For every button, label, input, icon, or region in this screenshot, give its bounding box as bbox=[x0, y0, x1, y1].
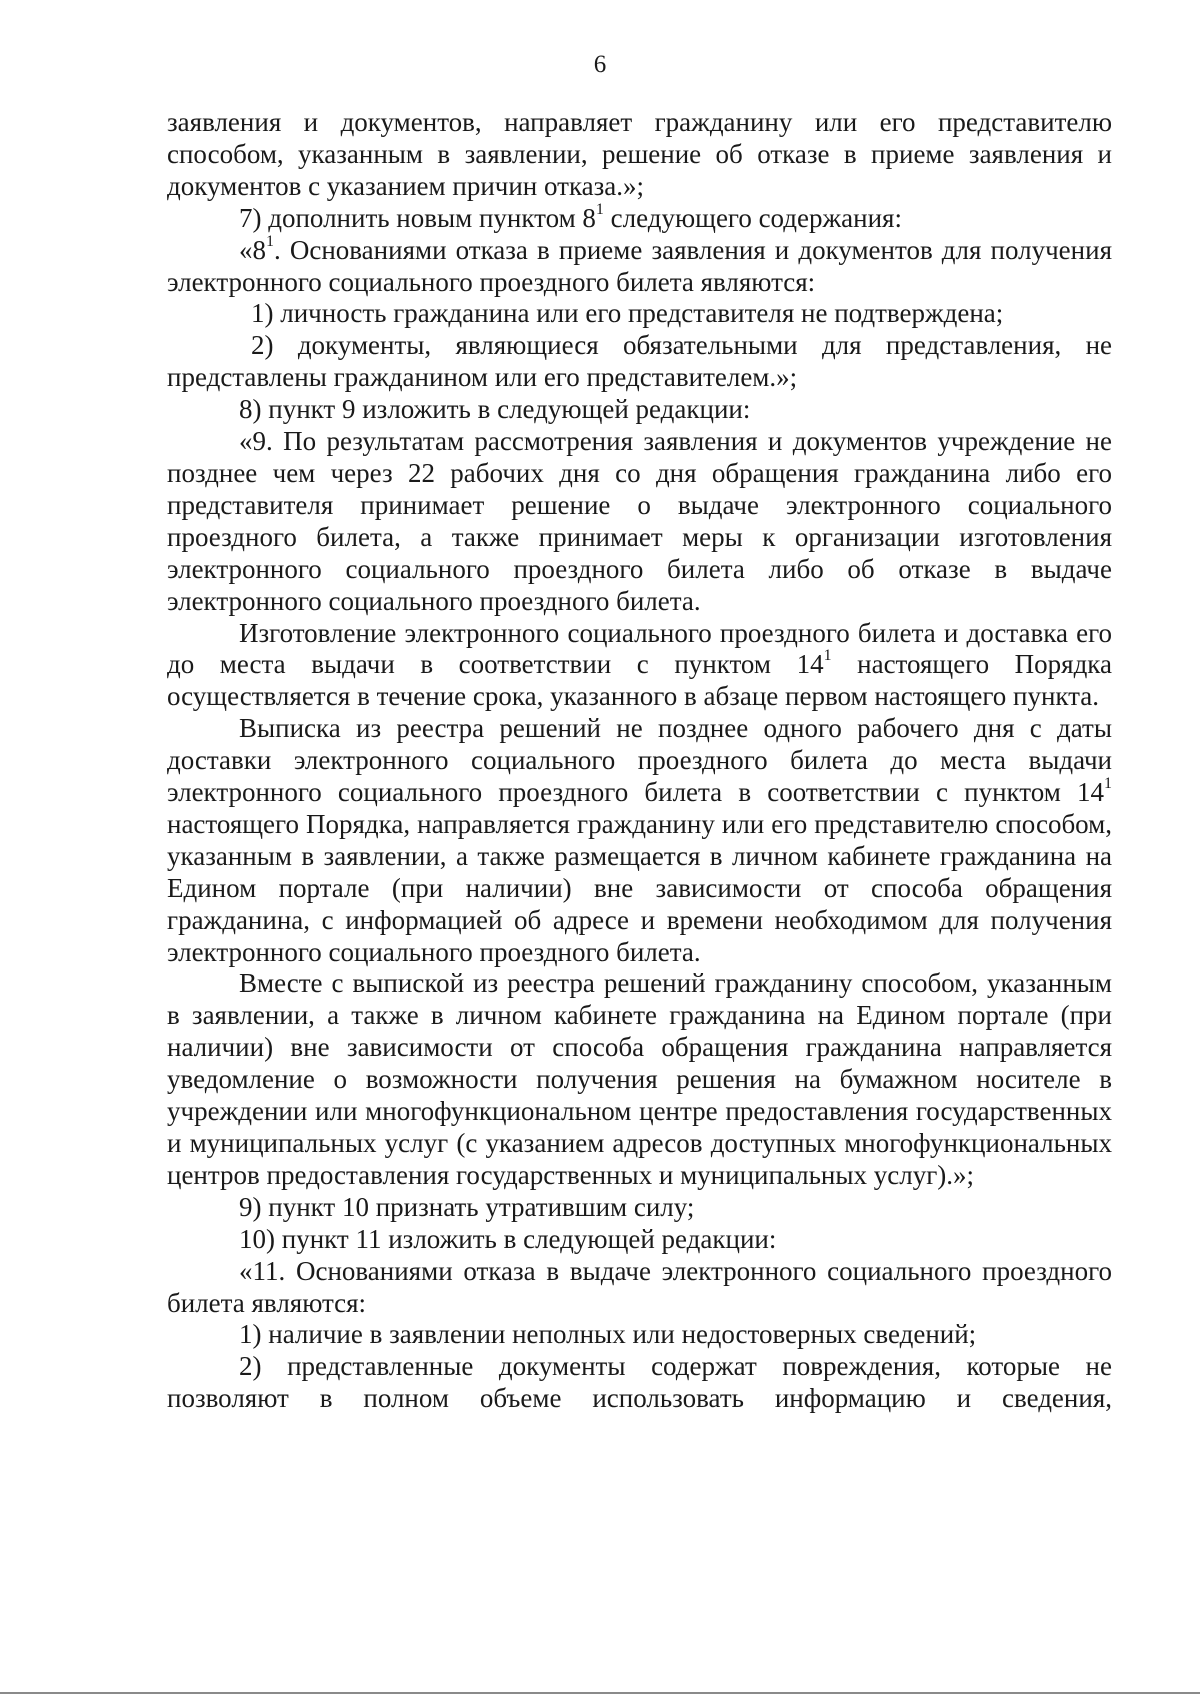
paragraph-item-7 bbox=[167, 200, 1112, 235]
paragraph-clause-8-1 bbox=[167, 232, 1112, 299]
paragraph-manufacturing bbox=[167, 618, 1112, 714]
paragraph-extract bbox=[167, 713, 1112, 968]
clause-8-1-text: . Основаниями отказа в приеме заявления и документов для получения электронного социального проездного билета являются: bbox=[167, 234, 1112, 297]
clause-8-1-start: «8 bbox=[239, 234, 266, 265]
paragraph-subitem-1: 1) личность гражданина или его представителя не подтверждена; bbox=[251, 298, 1004, 329]
paragraph-continuation: заявления и документов, направляет гражданину или его представителю способом, указанным в заявлении, решение об отказе в приеме заявления и документов с указанием причин отказа.»; bbox=[167, 107, 1112, 201]
page-number: 6 bbox=[593, 51, 607, 78]
item-7-text: 7) дополнить новым пунктом 8 bbox=[239, 202, 596, 233]
paragraph-clause-9: «9. По результатам рассмотрения заявления и документов учреждение не позднее чем через 22 рабочих дня со дня обращения гражданина либо его представителя принимает решение о выдаче электронного социального проездного билета, а также принимает меры к организации изготовления электронного социального проездного билета либо об отказе в выдаче электронного социального проездного билета. bbox=[167, 426, 1112, 616]
document-body bbox=[167, 107, 1112, 1415]
superscript: 1 bbox=[823, 647, 832, 665]
paragraph-subitem-2b: 2) представленные документы содержат повреждения, которые не позволяют в полном объеме использовать информацию и сведения, bbox=[167, 1351, 1112, 1414]
extract-text: Выписка из реестра решений не позднее одного рабочего дня с даты доставки электронного социального проездного билета до места выдачи электронного социального проездного билета в соответствии с пунктом 14 bbox=[167, 713, 1112, 808]
manufacturing-text: Изготовление электронного социального проездного билета и доставка его до места выдачи в соответствии с пунктом 14 bbox=[167, 617, 1112, 680]
superscript: 1 bbox=[1104, 775, 1112, 793]
paragraph-item-8: 8) пункт 9 изложить в следующей редакции: bbox=[239, 394, 751, 425]
paragraph-clause-11: «11. Основаниями отказа в выдаче электронного социального проездного билета являются: bbox=[167, 1255, 1112, 1318]
paragraph-item-10: 10) пункт 11 изложить в следующей редакции: bbox=[239, 1223, 777, 1254]
paragraph-subitem-1b: 1) наличие в заявлении неполных или недостоверных сведений; bbox=[239, 1319, 977, 1350]
manufacturing-text-end: настоящего Порядка осуществляется в течение срока, указанного в абзаце первом настоящего пункта. bbox=[167, 649, 1112, 712]
paragraph-notification: Вместе с выпиской из реестра решений гражданину способом, указанным в заявлении, а также в личном кабинете гражданина на Едином портале (при наличии) вне зависимости от способа обращения гражданина направляется уведомление о возможности получения решения на бумажном носителе в учреждении или многофункциональном центре предоставления государственных и муниципальных услуг (с указанием адресов доступных многофункциональных центров предоставления государственных и муниципальных услуг).»; bbox=[167, 968, 1112, 1190]
paragraph-item-9: 9) пункт 10 признать утратившим силу; bbox=[239, 1191, 695, 1222]
extract-text-end: настоящего Порядка, направляется гражданину или его представителю способом, указанным в заявлении, а также размещается в личном кабинете гражданина на Едином портале (при наличии) вне зависимости от способа обращения гражданина, с информацией об адресе и времени необходимом для получения электронного социального проездного билета. bbox=[167, 808, 1112, 967]
superscript: 1 bbox=[595, 200, 604, 218]
scan-edge-divider bbox=[0, 1692, 1200, 1694]
superscript: 1 bbox=[266, 232, 274, 250]
paragraph-subitem-2: 2) документы, являющиеся обязательными для представления, не представлены гражданином или его представителем.»; bbox=[167, 330, 1112, 393]
item-7-text-end: следующего содержания: bbox=[603, 202, 902, 233]
